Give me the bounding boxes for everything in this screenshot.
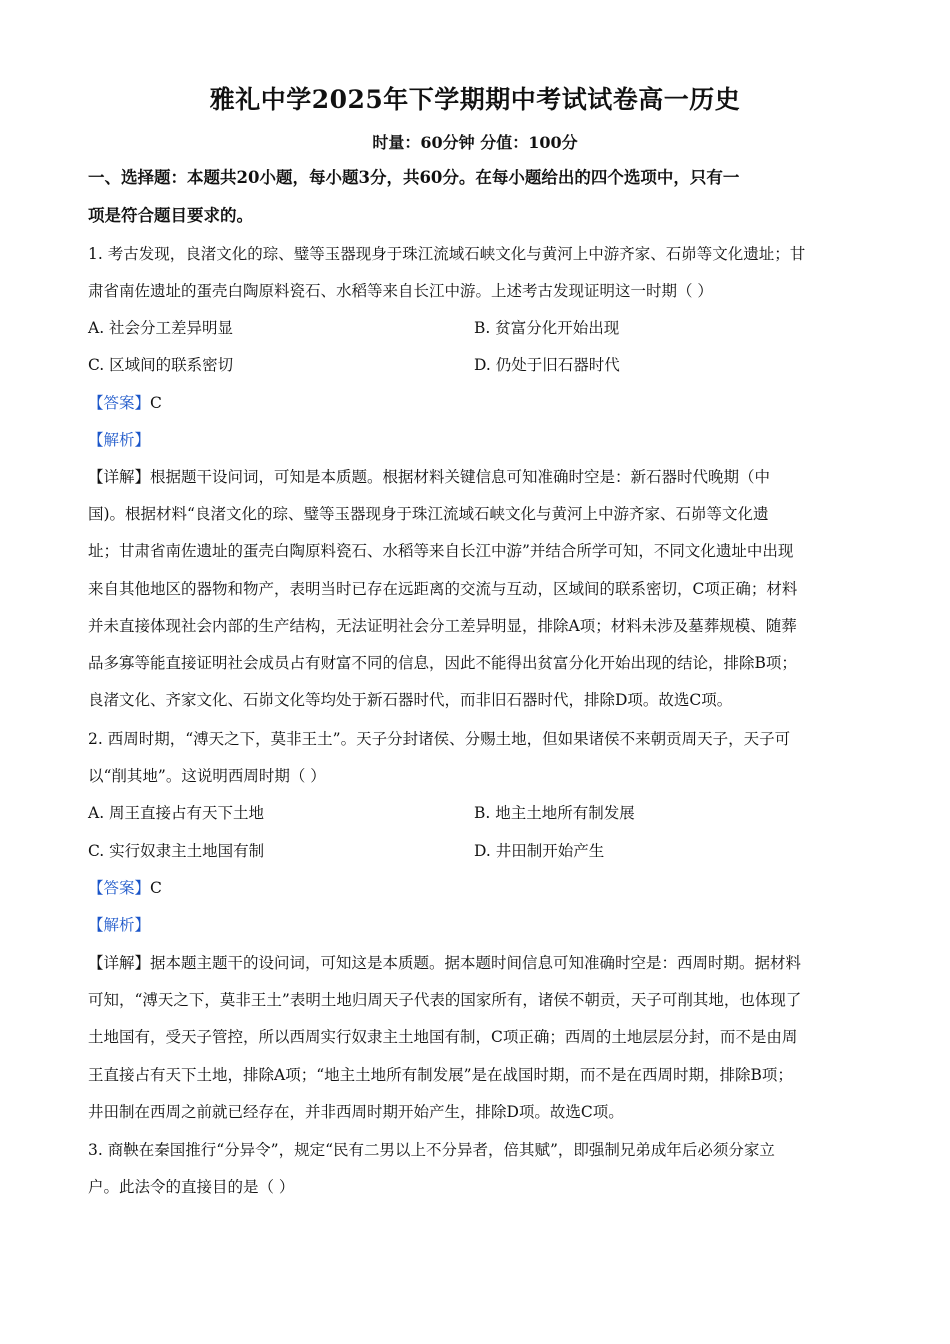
q1-detail-line-3: 址；甘肃省南佐遗址的蛋壳白陶原料瓷石、水稻等来自长江中游”并结合所学可知，不同文化遗址中出现 <box>88 542 794 560</box>
section-heading-line-2: 项是符合题目要求的。 <box>88 206 253 225</box>
section-heading-line-1: 一、选择题：本题共20小题，每小题3分，共60分。在每小题给出的四个选项中，只有一 <box>88 168 740 187</box>
q1-detail-line-5: 并未直接体现社会内部的生产结构，无法证明社会分工差异明显，排除A项；材料未涉及墓葬规模、随葬 <box>88 617 797 635</box>
q2-analysis-label: 【解析】 <box>88 916 151 934</box>
q1-detail-line-4: 来自其他地区的器物和物产，表明当时已存在远距离的交流与互动，区域间的联系密切，C项正确；材料 <box>88 580 798 598</box>
q2-option-b: B. 地主土地所有制发展 <box>474 804 635 822</box>
q1-analysis-label: 【解析】 <box>88 431 151 449</box>
q1-option-d: D. 仍处于旧石器时代 <box>474 356 620 374</box>
q1-detail-line-7: 良渚文化、齐家文化、石峁文化等均处于新石器时代，而非旧石器时代，排除D项。故选C项。 <box>88 691 733 709</box>
q2-stem-line-1: 2. 西周时期，“溥天之下，莫非王土”。天子分封诸侯、分赐土地，但如果诸侯不来朝贡周天子，天子可 <box>88 730 791 748</box>
q1-stem-line-2: 肃省南佐遗址的蛋壳白陶原料瓷石、水稻等来自长江中游。上述考古发现证明这一时期（ ） <box>88 282 713 300</box>
answer-value: C <box>150 394 162 412</box>
q1-detail-line-6: 品多寡等能直接证明社会成员占有财富不同的信息，因此不能得出贫富分化开始出现的结论，排除B项； <box>88 654 797 672</box>
answer-label: 【答案】 <box>88 394 151 412</box>
page-title: 雅礼中学2025年下学期期中考试试卷高一历史 <box>209 85 741 114</box>
q2-detail-line-5: 井田制在西周之前就已经存在，并非西周时期开始产生，排除D项。故选C项。 <box>88 1103 624 1121</box>
q2-option-c: C. 实行奴隶主土地国有制 <box>88 842 265 860</box>
q1-detail-line-1: 【详解】根据题干设问词，可知是本质题。根据材料关键信息可知准确时空是：新石器时代晚期（中 <box>88 468 771 486</box>
answer-value: C <box>150 879 162 897</box>
detail-label: 【详解】 <box>88 954 151 972</box>
q2-detail-line-4: 王直接占有天下土地，排除A项；“地主土地所有制发展”是在战国时期，而不是在西周时期，排除B项； <box>88 1066 793 1084</box>
q2-detail-line-3: 土地国有，受天子管控，所以西周实行奴隶主土地国有制，C项正确；西周的土地层层分封，而不是由周 <box>88 1028 798 1046</box>
exam-info: 时量：60分钟 分值：100分 <box>372 133 578 152</box>
q1-option-a: A. 社会分工差异明显 <box>88 319 234 337</box>
q1-answer <box>88 393 864 413</box>
detail-label: 【详解】 <box>88 468 151 486</box>
q1-stem-line-1: 1. 考古发现，良渚文化的琮、璧等玉器现身于珠江流域石峡文化与黄河上中游齐家、石峁等文化遗址；甘 <box>88 245 806 263</box>
q2-option-a: A. 周王直接占有天下土地 <box>88 804 265 822</box>
q1-option-b: B. 贫富分化开始出现 <box>474 319 620 337</box>
q2-option-d: D. 井田制开始产生 <box>474 842 605 860</box>
q2-detail-line-1: 【详解】据本题主题干的设问词，可知这是本质题。据本题时间信息可知准确时空是：西周时期。据材料 <box>88 954 802 972</box>
q1-option-c: C. 区域间的联系密切 <box>88 356 234 374</box>
q3-stem-line-2: 户。此法令的直接目的是（ ） <box>88 1178 295 1196</box>
q2-stem-line-2: 以“削其地”。这说明西周时期（ ） <box>88 767 326 785</box>
q2-detail-line-2: 可知，“溥天之下，莫非王土”表明土地归周天子代表的国家所有，诸侯不朝贡，天子可削其地，也体现了 <box>88 991 802 1009</box>
answer-label: 【答案】 <box>88 879 151 897</box>
q3-stem-line-1: 3. 商鞅在秦国推行“分异令”，规定“民有二男以上不分异者，倍其赋”，即强制兄弟成年后必须分家立 <box>88 1141 775 1159</box>
q2-answer <box>88 878 864 898</box>
q1-detail-line-2: 国)。根据材料“良渚文化的琮、璧等玉器现身于珠江流域石峡文化与黄河上中游齐家、石峁等文化遗 <box>88 505 769 523</box>
